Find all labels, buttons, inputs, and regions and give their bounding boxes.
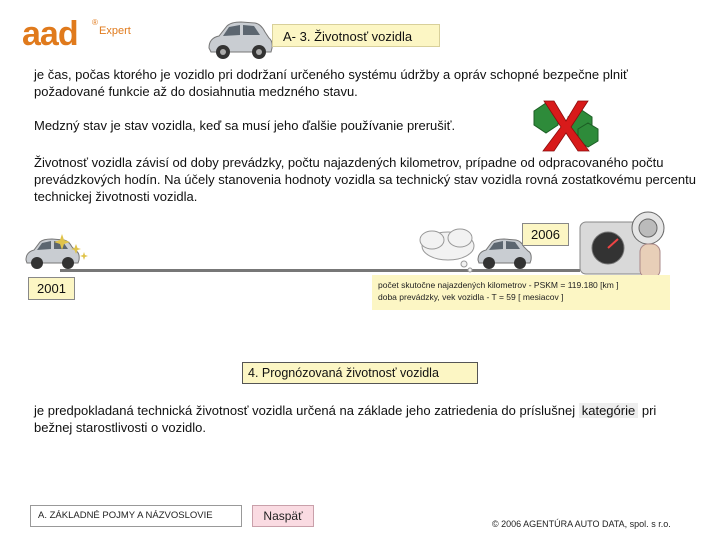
logo-registered-mark: ® xyxy=(92,18,98,27)
lifetime-paragraph: Životnosť vozidla závisí od doby prevádzky, počtu najazdených kilometrov, prípadne od odpracovaného počtu prevádzkových hodín. Na účely stanovenia hodnoty vozidla sa technický stav vozidla rovná zostatkovému percentu technickej životnosti vozidla. xyxy=(34,155,696,204)
timeline-line xyxy=(60,269,580,272)
page-title: A- 3. Životnosť vozidla xyxy=(272,24,440,47)
age-info-line: doba prevádzky, vek vozidla - T = 59 [ mesiacov ] xyxy=(378,292,564,302)
basics-button[interactable]: A. ZÁKLADNÉ POJMY A NÁZVOSLOVIE xyxy=(30,505,242,527)
logo-main-text: aad xyxy=(22,15,78,53)
aad-expert-logo xyxy=(22,16,142,52)
km-info-line: počet skutočne najazdených kilometrov - PSKM = 119.180 [km ] xyxy=(378,280,619,290)
category-link[interactable]: kategórie xyxy=(579,403,638,418)
red-x-icon xyxy=(528,97,602,153)
prognosis-text-before: je predpokladaná technická životnosť vozidla určená na základe jeho zatriedenia do príslušnej xyxy=(34,403,576,418)
limit-state-paragraph: Medzný stav je stav vozidla, keď sa musí jeho ďalšie používanie prerušiť. xyxy=(34,118,456,133)
logo-sub-text: Expert xyxy=(99,25,131,37)
section-title: 4. Prognózovaná životnosť vozidla xyxy=(242,362,478,384)
prognosis-paragraph xyxy=(34,402,684,436)
car-icon xyxy=(26,239,79,269)
back-button[interactable]: Naspäť xyxy=(252,505,314,527)
car-icon xyxy=(203,14,275,64)
copyright-text: © 2006 AGENTÚRA AUTO DATA, spol. s r.o. xyxy=(492,519,671,529)
vehicle-info-box xyxy=(372,275,670,310)
cloud-icon xyxy=(420,229,474,272)
definition-paragraph: je čas, počas ktorého je vozidlo pri dodržaní určeného systému údržby a opráv schopné bezpečne plniť požadované funkcie až do dosiahnutia medzného stavu. xyxy=(34,67,628,99)
start-year-box: 2001 xyxy=(28,277,75,300)
end-year-box: 2006 xyxy=(522,223,569,246)
odometer-icon xyxy=(578,208,666,280)
prognosis-text-after: pri bežnej starostlivosti o vozidlo. xyxy=(34,403,657,435)
